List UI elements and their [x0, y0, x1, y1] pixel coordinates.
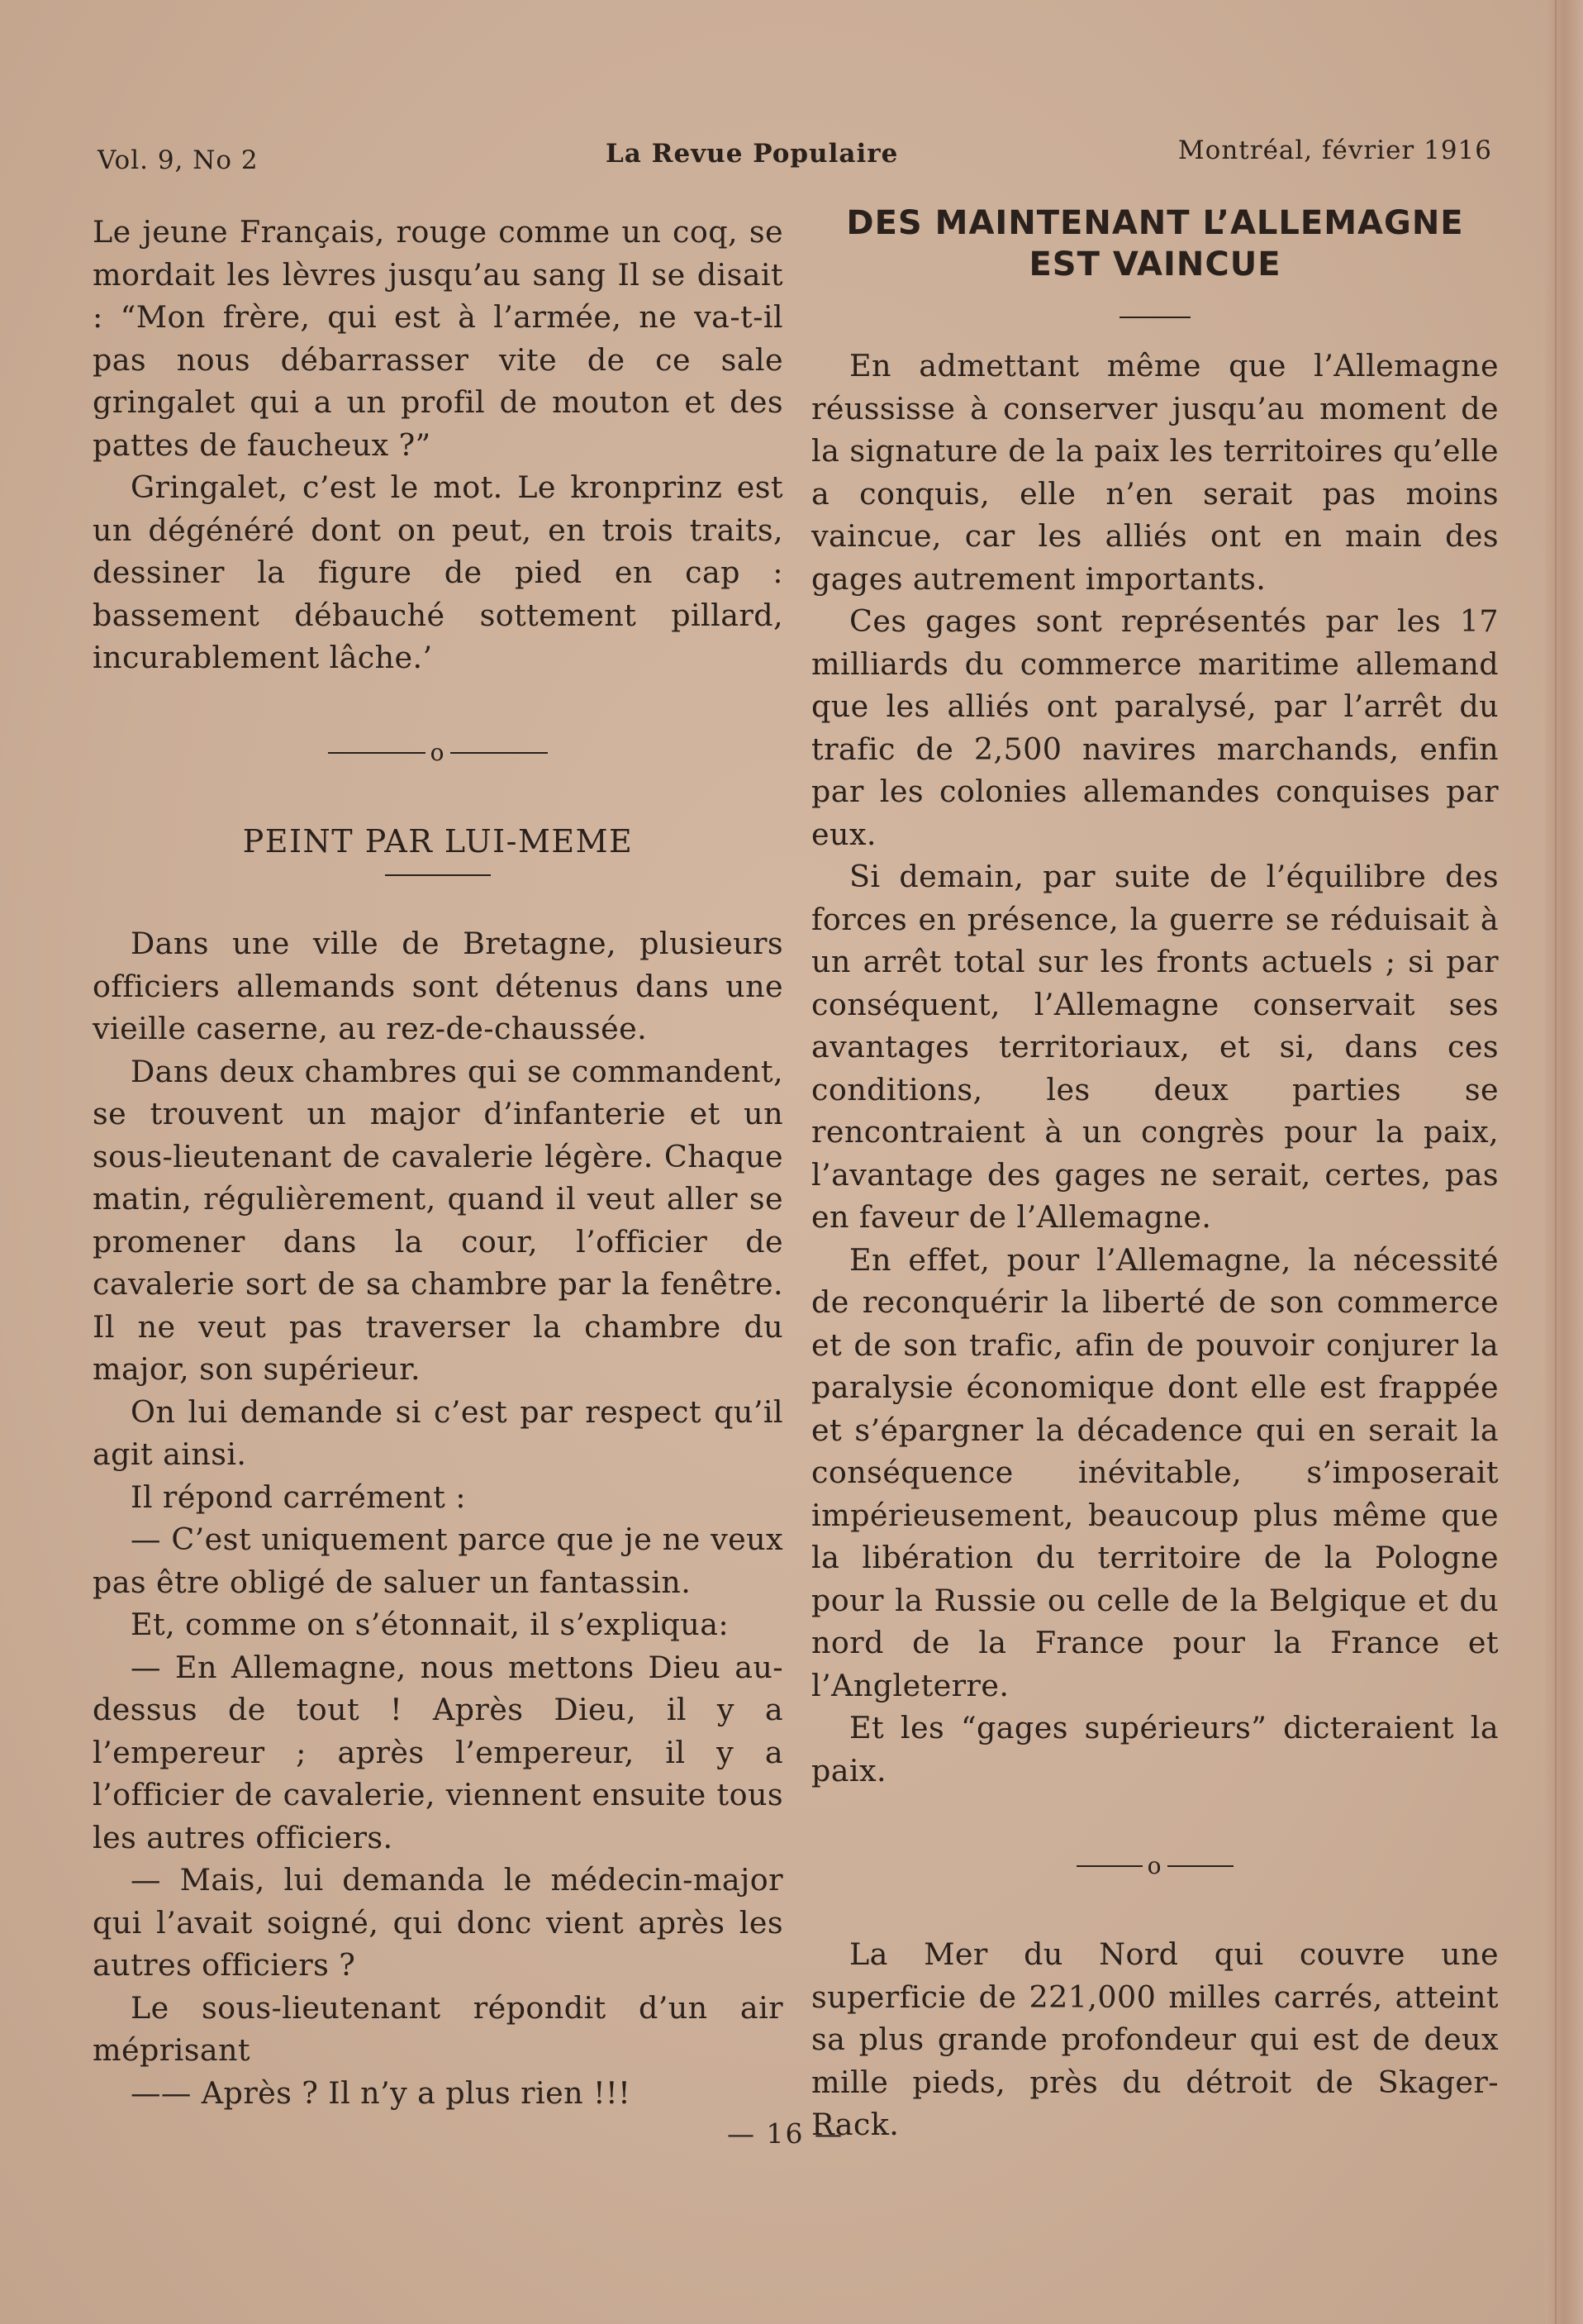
title-rule [385, 874, 491, 876]
paragraph: — En Allemagne, nous mettons Dieu au-dessus de tout ! Après Dieu, il y a l’empereur ; après l’empereur, il y a l’officier de cavalerie, viennent ensuite tous les autres officiers. [93, 1649, 783, 1855]
paragraph: Si demain, par suite de l’équilibre des forces en présence, la guerre se réduisait à un arrêt total sur les fronts actuels ; si par conséquent, l’Allemagne conservait ses avantages territoriaux, et si, dans ces conditions, les deux parties se rencontraient à un congrès pour la paix, l’avantage des gages ne serait, certes, pas en faveur de l’Allemagne. [811, 859, 1499, 1235]
section-separator: o [811, 1843, 1499, 1887]
page-header [97, 131, 1492, 180]
paragraph: —— Après ? Il n’y a plus rien !!! [131, 2074, 631, 2111]
volume-number: Vol. 9, No 2 [97, 145, 259, 175]
paragraph: Le sous-lieutenant répondit d’un air méprisant [93, 1989, 783, 2069]
page-number: — 16 — [727, 2117, 844, 2150]
paragraph: En admettant même que l’Allemagne réussisse à conserver jusqu’au moment de la signature de la paix les territoires qu’elle a conquis, elle n’en serait pas moins vaincue, car les alliés ont en main des gages autrement importants. [811, 348, 1499, 597]
page-edge [1545, 0, 1583, 2324]
article-title: DES MAINTENANT L’ALLEMAGNE EST VAINCUE [846, 204, 1464, 283]
paragraph: — Mais, lui demanda le médecin-major qui l’avait soigné, qui donc vient après les autres officiers ? [93, 1862, 783, 1983]
paragraph: En effet, pour l’Allemagne, la nécessité de reconquérir la liberté de son commerce et de son trafic, afin de pouvoir conjurer la paralysie économique dont elle est frappée et s’épargner la décadence qui en serait la conséquence inévitable, s’imposerait impérieusement, beaucoup plus même que la libération du territoire de la Pologne pour la Russie ou celle de la Belgique et du nord de la France pour la France et l’Angleterre. [811, 1241, 1499, 1703]
magazine-title: La Revue Populaire [606, 139, 899, 169]
paragraph: Et les “gages supérieurs” dicteraient la paix. [811, 1710, 1499, 1788]
paragraph: La Mer du Nord qui couvre une superficie de 221,000 milles carrés, atteint sa plus grande profondeur qui est de deux mille pieds, près du détroit de Skager-Rack. [811, 1936, 1499, 2143]
paragraph: — C’est uniquement parce que je ne veux pas être obligé de saluer un fantassin. [93, 1522, 783, 1600]
issue-date: Montréal, février 1916 [1177, 136, 1492, 165]
paragraph: Le jeune Français, rouge comme un coq, se mordait les lèvres jusqu’au sang Il se disait : “Mon frère, qui est à l’armée, ne va-t-il pas nous débarrasser vite de ce sale gringalet qui a un profil de mouton et des pattes de faucheux ?” [93, 214, 783, 463]
paragraph: Dans une ville de Bretagne, plusieurs officiers allemands sont détenus dans une vieille caserne, au rez-de-chaussée. [93, 926, 783, 1047]
paragraph: Gringalet, c’est le mot. Le kronprinz est un dégénéré dont on peut, en trois traits, dessiner la figure de pied en cap : bassement débauché sottement pillard, incurablement lâche.’ [93, 469, 783, 675]
title-rule [1120, 317, 1191, 318]
section-separator: o [93, 731, 783, 774]
right-column [811, 204, 1499, 2146]
article-title: PEINT PAR LUI-MEME [242, 822, 634, 860]
paragraph: Dans deux chambres qui se commandent, se trouvent un major d’infanterie et un sous-lieutenant de cavalerie légère. Chaque matin, régulièrement, quand il veut aller se promener dans la cour, l’officier de cavalerie sort de sa chambre par la fenêtre. Il ne veut pas traverser la chambre du major, son supérieur. [93, 1053, 783, 1388]
paragraph: Il répond carrément : [131, 1479, 466, 1515]
paragraph: On lui demande si c’est par respect qu’il agit ainsi. [93, 1393, 783, 1473]
paragraph: Et, comme on s’étonnait, il s’expliqua: [131, 1607, 730, 1643]
paragraph: Ces gages sont représentés par les 17 milliards du commerce maritime allemand que les alliés ont paralysé, par l’arrêt du trafic de 2,500 navires marchands, enfin par les colonies allemandes conquises par eux. [811, 603, 1499, 852]
left-column [93, 211, 783, 2114]
